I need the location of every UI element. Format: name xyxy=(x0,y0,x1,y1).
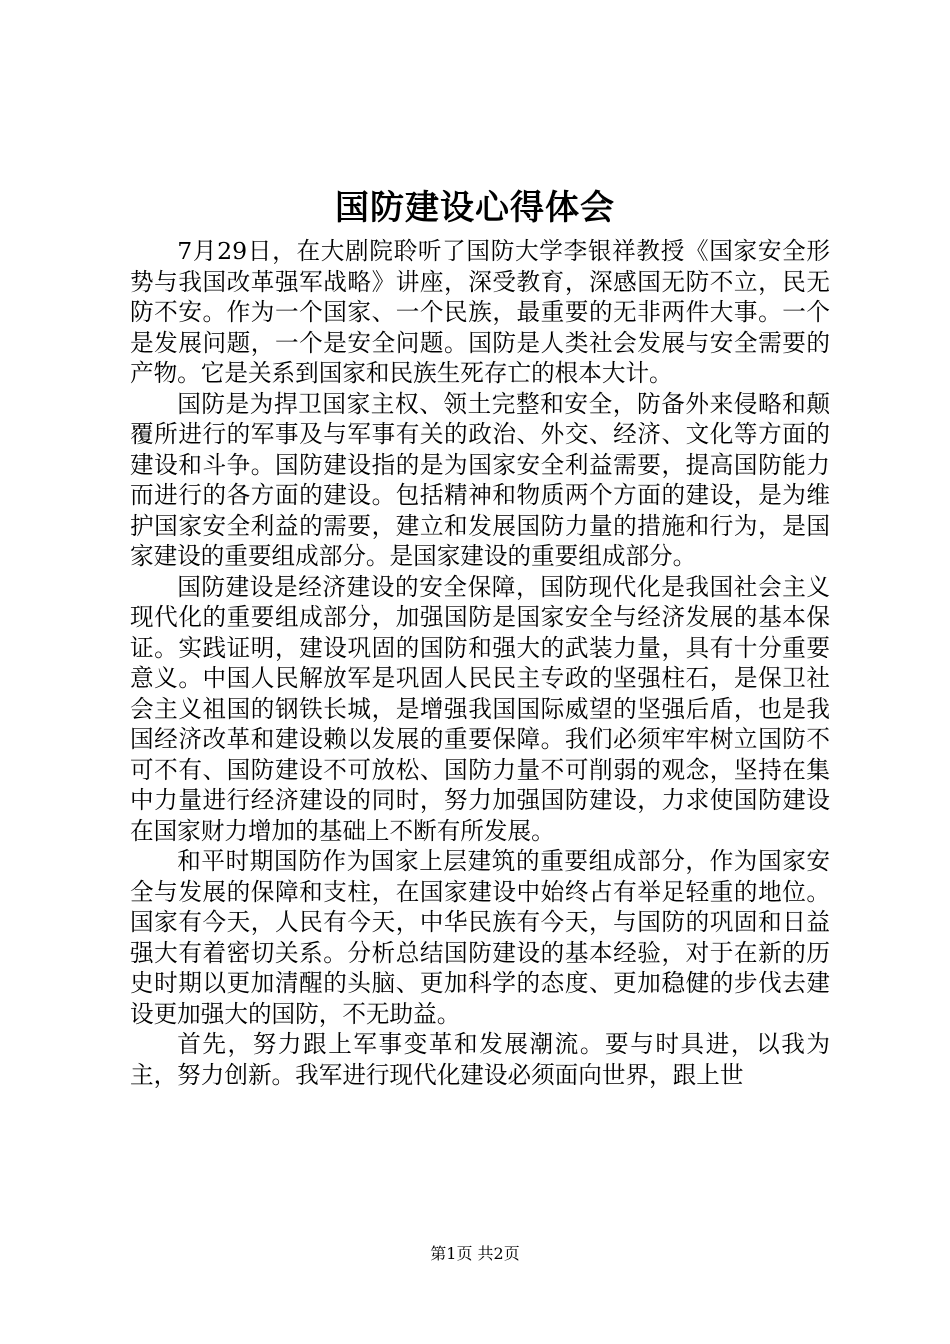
paragraph-4: 和平时期国防作为国家上层建筑的重要组成部分，作为国家安全与发展的保障和支柱，在国家建设中始终占有举足轻重的地位。国家有今天，人民有今天，中华民族有今天，与国防的巩固和日益强大有着密切关系。分析总结国防建设的基本经验，对于在新的历史时期以更加清醒的头脑、更加科学的态度、更加稳健的步伐去建设更加强大的国防，不无助益。 xyxy=(130,847,830,1028)
page-number-footer: 第1页 共2页 xyxy=(430,1244,520,1263)
paragraph-1: 7月29日，在大剧院聆听了国防大学李银祥教授《国家安全形势与我国改革强军战略》讲座，深受教育，深感国无防不立，民无防不安。作为一个国家、一个民族，最重要的无非两件大事。一个是发展问题，一个是安全问题。国防是人类社会发展与安全需要的产物。它是关系到国家和民族生死存亡的根本大计。 xyxy=(130,237,830,387)
paragraph-2: 国防是为捍卫国家主权、领土完整和安全，防备外来侵略和颠覆所进行的军事及与军事有关的政治、外交、经济、文化等方面的建设和斗争。国防建设指的是为国家安全利益需要，提高国防能力而进行的各方面的建设。包括精神和物质两个方面的建设，是为维护国家安全利益的需要，建立和发展国防力量的措施和行为，是国家建设的重要组成部分。是国家建设的重要组成部分。 xyxy=(130,389,830,570)
page-title: 国防建设心得体会 xyxy=(335,188,615,228)
paragraph-3: 国防建设是经济建设的安全保障，国防现代化是我国社会主义现代化的重要组成部分，加强国防是国家安全与经济发展的基本保证。实践证明，建设巩固的国防和强大的武装力量，具有十分重要意义。中国人民解放军是巩固人民民主专政的坚强柱石，是保卫社会主义祖国的钢铁长城，是增强我国国际威望的坚强后盾，也是我国经济改革和建设赖以发展的重要保障。我们必须牢牢树立国防不可不有、国防建设不可放松、国防力量不可削弱的观念，坚持在集中力量进行经济建设的同时，努力加强国防建设，力求使国防建设在国家财力增加的基础上不断有所发展。 xyxy=(130,572,830,845)
document-body xyxy=(130,236,830,1090)
paragraph-5: 首先，努力跟上军事变革和发展潮流。要与时具进，以我为主，努力创新。我军进行现代化建设必须面向世界，跟上世 xyxy=(130,1030,830,1089)
